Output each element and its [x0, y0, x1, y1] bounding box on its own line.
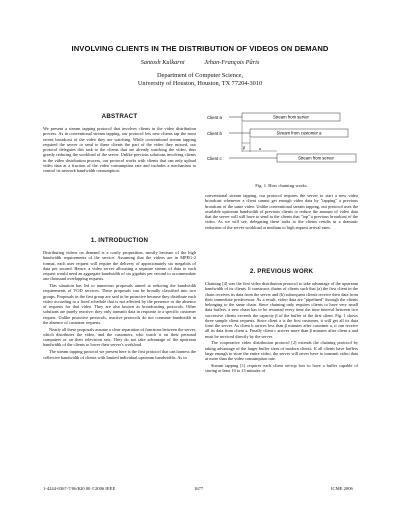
figure-caption: Fig. 1. How chaining works. — [255, 183, 308, 188]
introduction-body — [43, 250, 196, 361]
affiliation-line: University of Houston, Houston, TX 77204-3010 — [137, 80, 263, 88]
footer-page-number: 1677 — [194, 486, 204, 491]
intro-paragraph: This situation has led to numerous proposals aimed at reducing the bandwidth requirements of VOD services. These proposals can be broadly classified into two groups. Proposals in the first group are said to be proactive because they distribute each video according to a fixed schedule that is not affected by the presence or the absence of requests for that video. They are also known as broadcasting protocols. Other solutions are purely reactive: they only transmit data in response to a specific customer request. Unlike proactive protocols, reactive protocols do not consume bandwidth in the absence of customer requests. — [43, 283, 196, 325]
alpha-symbol: α — [259, 146, 262, 151]
bar-a-label: Stream from server — [273, 114, 309, 120]
affiliation — [0, 72, 400, 88]
authors — [0, 59, 400, 66]
client-c-label: Client c — [207, 156, 222, 161]
intro-paragraph: Distributing videos on demand is a costly proposition, mostly because of the high bandwidth requirements of the service. Assuming that the videos are in MPEG-2 format, each user request will require the delivery of approximately six megabits of data per second. Hence, a video server allocating a separate stream of data to each request would need an aggregate bandwidth of six gigabits per second to accommodate one thousand overlapping requests. — [43, 250, 196, 282]
client-a-label: Client a — [207, 115, 222, 120]
footer-copyright: 1-4244-0367-7/06/$20.00 ©2006 IEEE — [43, 486, 116, 491]
intro-continuation — [205, 193, 358, 231]
intro-paragraph: Nearly all these proposals assume a clear separation of functions between the server, which distributes the video, and the customers, who watch it on their personal computers or on their television sets. They do not take advantage of the upstream bandwidth of the clients to lower their server's workload. — [43, 326, 196, 348]
author-name: Jehan-François Pâris — [204, 59, 260, 66]
footer-conference: ICME 2006 — [331, 486, 353, 491]
intro-continuation-paragraph: conventional stream tapping, our protocol requires the server to start a new video broadcast whenever a client cannot get enough video data by "tapping" a previous broadcast of the same video. Unlike conventional stream tapping, our protocol uses the available upstream bandwidth of previous clients to reduce the amount of video data that the server will still have to send to the clients that "tap" a previous broadcast of the video. As we will see, delegating these tasks to the clients results in a dramatic reduction of the server workload at medium to high request arrival rates. — [205, 193, 358, 230]
beta-symbol: β — [243, 145, 246, 150]
paper-title: INVOLVING CLIENTS IN THE DISTRIBUTION OF VIDEOS ON DEMAND — [71, 44, 329, 53]
author-name: Santosh Kulkarni — [140, 59, 185, 66]
affiliation-line: Department of Computer Science, — [156, 72, 244, 79]
abstract-paragraph: We present a stream tapping protocol that involves clients in the video distribution process. As in conventional stream tapping, our protocol lets new clients tap the most recent broadcast of the video they are watching. While conventional stream tapping required the server to send to these clients the part of the video they missed, our protocol delegates this task to the clients that are already watching the video, thus greatly reducing the workload of the server. Unlike previous solutions involving clients in the video distribution process, our protocol works with clients that can only upload video data at a fraction of the video consumption rate and includes a mechanism to control its network bandwidth consumption. — [43, 126, 196, 173]
abstract-heading: ABSTRACT — [101, 113, 138, 120]
client-b-label: Client b — [207, 131, 222, 136]
bar-b-label: Stream from customer a — [276, 130, 322, 136]
chaining-diagram — [205, 110, 358, 180]
figure-chaining — [205, 110, 358, 180]
abstract-body — [43, 126, 196, 175]
previous-paragraph: Stream tapping [1] requires each client set-top box to have a buffer capable of storing at least 10 to 15 minutes of — [205, 362, 358, 374]
previous-work-body — [205, 281, 358, 375]
bar-c-label: Stream from server — [298, 155, 334, 161]
intro-paragraph: The stream tapping protocol we present here is the first protocol that can harness the collective bandwidth of clients with limited individual upstream bandwidths. As in — [43, 349, 196, 360]
previous-paragraph: Chaining [4] was the first video distribution protocol to take advantage of the upstream bandwidth of its clients. It constructs chains of clients such that (a) the first client in the chain receives its data from the server and (b) subsequent clients receive their data from their immediate predecessor. As a result, video data are "pipelined" through the clients belonging to the same chain. Since chaining only requires clients to have very small data buffers, a new chain has to be restarted every time the time interval between two successive clients exceeds the capacity β of the buffer of the first client. Fig. 1 shows three sample client requests. Since client a is the first customer, it will get all its data from the server. As client b arrives less than β minutes after customer a, it can receive all its data from client a. Finally client c arrives more than β minutes after client a and must be serviced directly by the server. — [205, 281, 358, 339]
previous-work-heading: 2. PREVIOUS WORK — [249, 268, 314, 275]
introduction-heading: 1. INTRODUCTION — [90, 237, 149, 244]
previous-paragraph: The cooperative video distribution protocol [2] extends the chaining protocol by taking advantage of the larger buffer sizes of modern clients. If all clients have buffers large enough to store the entire video, the server will never have to transmit video data at more than the video consumption rate. — [205, 340, 358, 362]
